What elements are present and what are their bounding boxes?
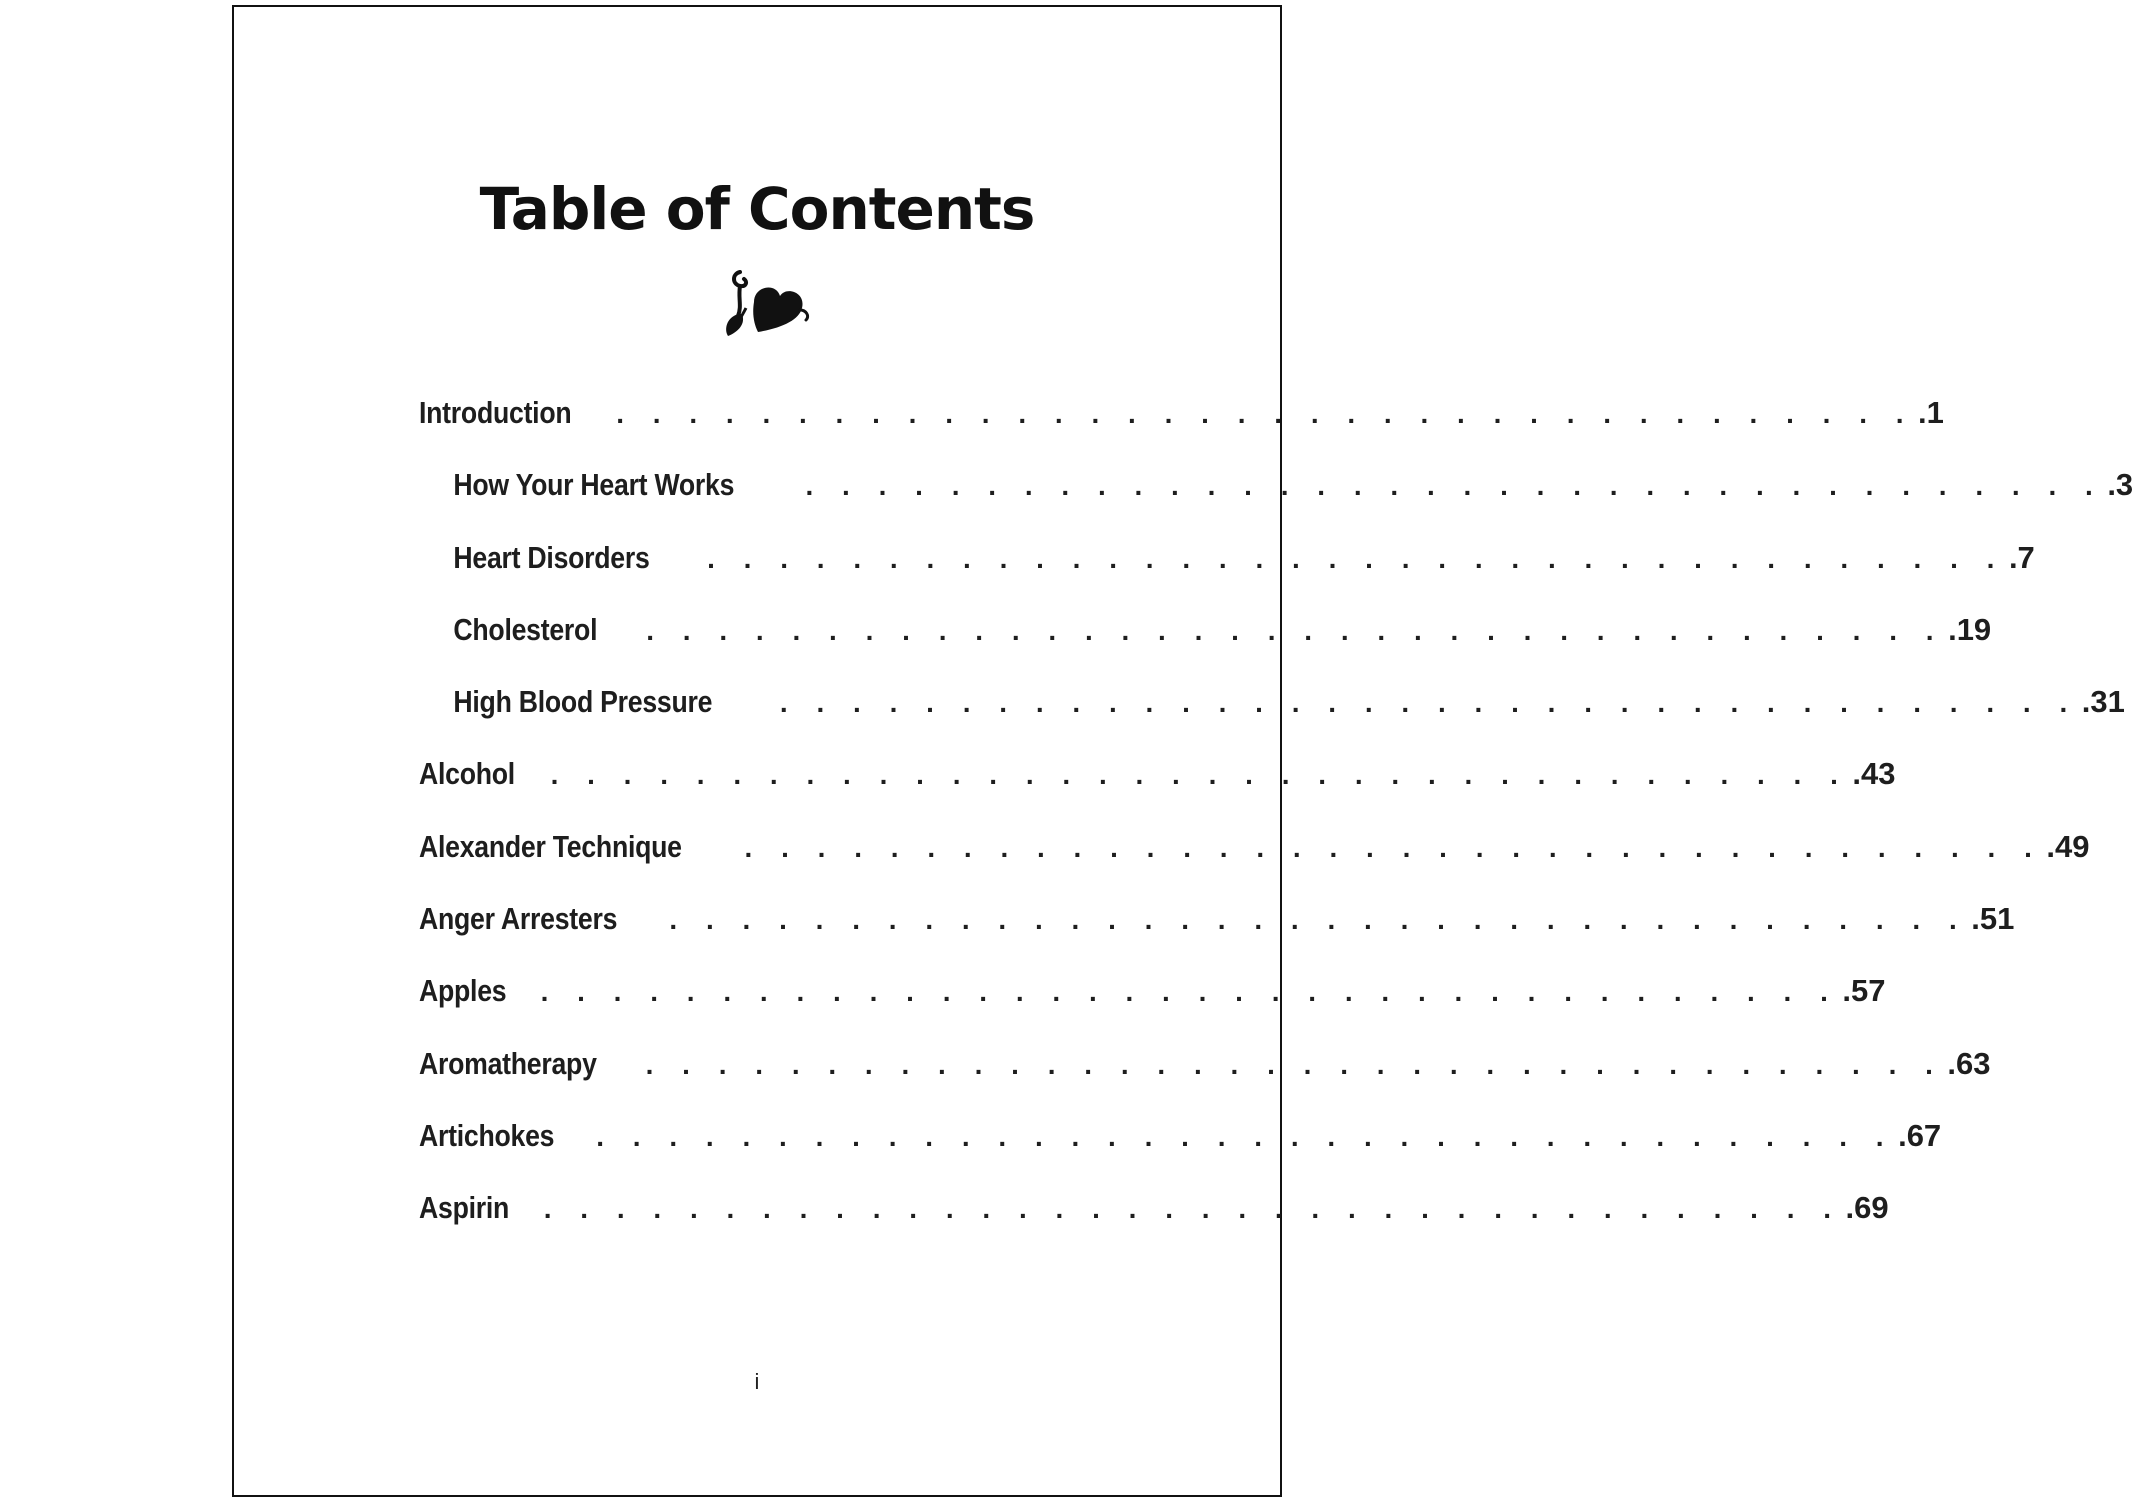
toc-entry-page: .51	[1971, 901, 2015, 937]
toc-entry-title: Cholesterol	[453, 611, 598, 647]
toc-entry-page: .67	[1898, 1117, 1942, 1153]
toc-entry	[419, 611, 1992, 684]
toc-entry-page: .19	[1948, 611, 1992, 647]
toc-leader-dots: . . . . . . . . . . . . . . . . . . . . . . . . . . . . . . . . . . . .	[646, 614, 1945, 646]
toc-entry	[419, 973, 1886, 1045]
toc-entry-title: High Blood Pressure	[453, 684, 713, 720]
page-number: i	[754, 1369, 760, 1394]
toc-entry-title: Aromatherapy	[419, 1045, 597, 1081]
toc-entry-page: .3	[2107, 467, 2133, 503]
toc-leader-dots: . . . . . . . . . . . . . . . . . . . . . . . . . . . . . . . . . . . .	[596, 1120, 1895, 1152]
toc-entry	[419, 539, 2035, 612]
toc-entry-title: Anger Arresters	[419, 901, 618, 937]
toc-entry-title: How Your Heart Works	[453, 467, 735, 503]
toc-entry-page: .57	[1842, 973, 1886, 1009]
toc-entry	[419, 901, 2015, 973]
page-frame	[232, 5, 2133, 1497]
toc-leader-dots: . . . . . . . . . . . . . . . . . . . . . . . . . . . . . . . . . . . .	[744, 831, 2043, 863]
toc-entry-title: Heart Disorders	[453, 539, 650, 575]
toc-leader-dots: . . . . . . . . . . . . . . . . . . . . . . . . . . . . . . . . . . . .	[669, 904, 1968, 936]
toc-entry-page: .63	[1947, 1045, 1991, 1081]
toc-entry	[419, 828, 2090, 901]
toc-entry-page: .49	[2046, 828, 2090, 864]
heart-with-leaf-icon	[724, 262, 814, 342]
toc-entry-page: .31	[2081, 684, 2125, 720]
toc-list	[419, 395, 2133, 1263]
toc-entry-page: .69	[1845, 1190, 1889, 1226]
toc-leader-dots: . . . . . . . . . . . . . . . . . . . . . . . . . . . . . . . . . . . .	[616, 398, 1915, 429]
toc-entry	[419, 684, 2125, 756]
toc-entry-page: .1	[1918, 395, 1944, 430]
toc-entry-page: .7	[2008, 539, 2035, 575]
toc-leader-dots: . . . . . . . . . . . . . . . . . . . . . . . . . . . . . . . . . . . .	[645, 1048, 1944, 1080]
toc-entry-title: Artichokes	[419, 1117, 555, 1153]
toc-entry-title: Alcohol	[419, 756, 515, 792]
toc-leader-dots: . . . . . . . . . . . . . . . . . . . . . . . . . . . . . . . . . . . .	[779, 687, 2078, 719]
toc-entry-title: Aspirin	[419, 1190, 510, 1226]
toc-leader-dots: . . . . . . . . . . . . . . . . . . . . . . . . . . . . . . . . . . . .	[543, 1193, 1842, 1225]
toc-leader-dots: . . . . . . . . . . . . . . . . . . . . . . . . . . . . . . . . . . . .	[540, 976, 1839, 1008]
page-title: Table of Contents	[479, 175, 1035, 243]
toc-entry-title: Alexander Technique	[419, 828, 682, 864]
toc-leader-dots: . . . . . . . . . . . . . . . . . . . . . . . . . . . . . . . . . . . .	[707, 542, 2005, 574]
toc-entry	[419, 395, 1944, 467]
toc-entry-title: Introduction	[419, 395, 572, 430]
toc-leader-dots: . . . . . . . . . . . . . . . . . . . . . . . . . . . . . . . . . . . .	[550, 759, 1849, 791]
toc-leader-dots: . . . . . . . . . . . . . . . . . . . . . . . . . . . . . . . . . . . .	[805, 470, 2104, 502]
toc-entry-title: Apples	[419, 973, 507, 1009]
toc-entry-page: .43	[1852, 756, 1896, 792]
toc-entry	[419, 467, 2133, 539]
toc-entry	[419, 1045, 1991, 1118]
toc-entry	[419, 756, 1896, 828]
toc-entry	[419, 1190, 1889, 1262]
toc-entry	[419, 1117, 1942, 1190]
